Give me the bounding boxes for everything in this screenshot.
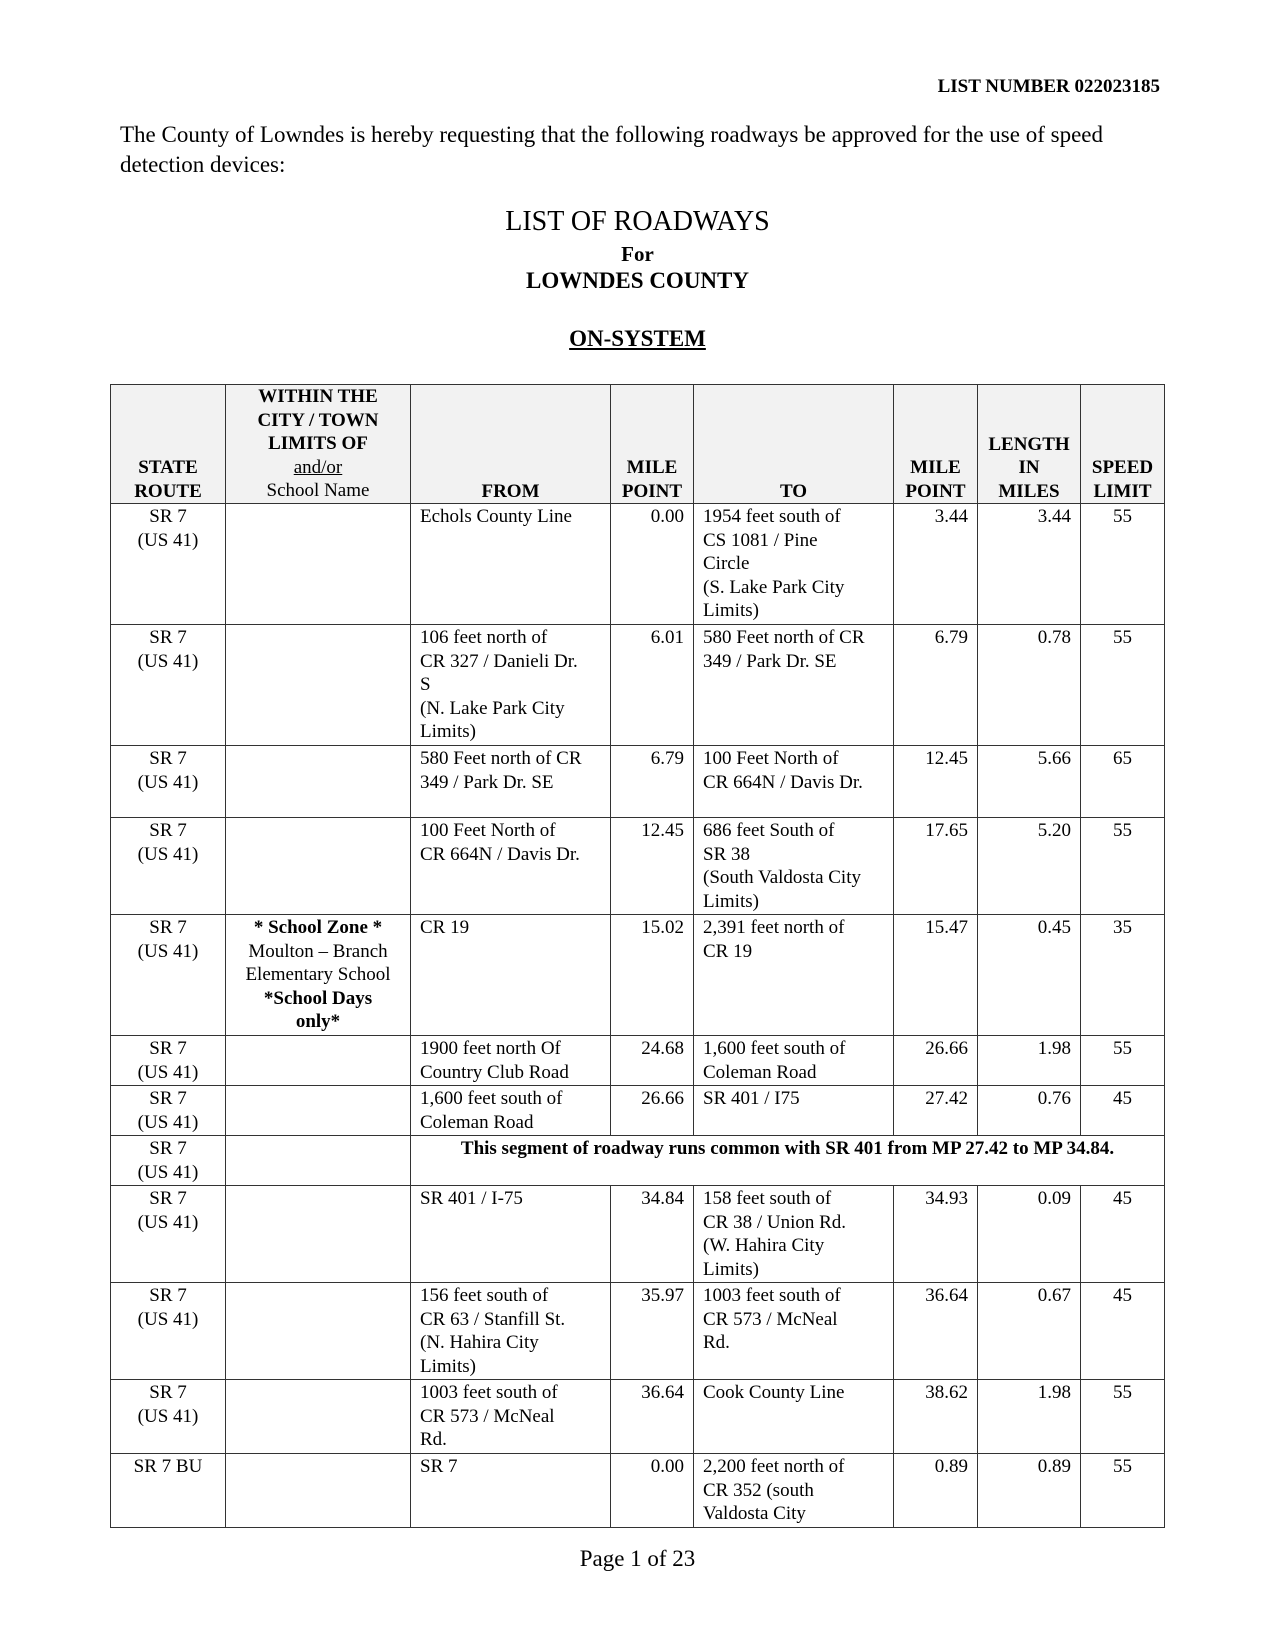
to-cell (694, 625, 894, 746)
cell-line: 1,600 feet south of (420, 1088, 563, 1109)
cell-line: 580 Feet north of CR (703, 627, 865, 648)
cell-line: Limits) (420, 1355, 476, 1377)
length-cell: 5.20 (978, 818, 1081, 915)
length-cell: 0.78 (978, 625, 1081, 746)
to-cell (694, 1283, 894, 1380)
mile-point-from-cell: 0.00 (611, 1454, 694, 1528)
mile-point-to-cell: 3.44 (894, 504, 978, 625)
table-row (111, 818, 1165, 915)
state-route-cell (111, 504, 226, 625)
cell-line: 580 Feet north of CR (420, 748, 582, 769)
cell-line: 1003 feet south of (420, 1382, 558, 1403)
mile-point-to-cell: 0.89 (894, 1454, 978, 1528)
to-cell (694, 504, 894, 625)
cell-line: SR 7 (420, 1456, 458, 1477)
table-row (111, 1186, 1165, 1283)
cell-line: SR 7 (149, 1138, 187, 1159)
cell-line: (US 41) (137, 940, 199, 962)
cell-line: (US 41) (137, 1061, 199, 1083)
speed-limit-cell: 55 (1081, 1454, 1165, 1528)
cell-line: (US 41) (137, 529, 199, 551)
cell-line: (US 41) (137, 1111, 199, 1133)
header-mile-point-from: MILE POINT (611, 385, 694, 504)
mile-point-to-cell: 36.64 (894, 1283, 978, 1380)
within-limits-cell (226, 1454, 411, 1528)
cell-line: 1,600 feet south of (703, 1038, 846, 1059)
to-cell (694, 1086, 894, 1136)
table-row (111, 1283, 1165, 1380)
cell-line: Valdosta City (703, 1503, 806, 1524)
state-route-cell (111, 625, 226, 746)
state-route-cell (111, 746, 226, 818)
to-cell (694, 1454, 894, 1528)
cell-line: Coleman Road (703, 1061, 817, 1083)
cell-line: Limits) (703, 1258, 759, 1280)
table-row (111, 1136, 1165, 1186)
table-row (111, 1380, 1165, 1454)
cell-line: 349 / Park Dr. SE (420, 771, 554, 793)
section-heading: ON-SYSTEM (569, 326, 706, 351)
mile-point-to-cell: 38.62 (894, 1380, 978, 1454)
header-to: TO (694, 385, 894, 504)
from-cell (411, 625, 611, 746)
to-cell (694, 915, 894, 1036)
mile-point-from-cell: 15.02 (611, 915, 694, 1036)
cell-line: Limits) (703, 600, 759, 621)
speed-limit-cell: 65 (1081, 746, 1165, 818)
table-row (111, 915, 1165, 1036)
length-cell: 5.66 (978, 746, 1081, 818)
cell-line: Elementary School (245, 964, 391, 985)
document-title: LIST OF ROADWAYS (505, 206, 770, 237)
cell-line: 158 feet south of (703, 1188, 832, 1209)
cell-line: CR 327 / Danieli Dr. (420, 650, 578, 672)
cell-line: 100 Feet North of (420, 820, 556, 841)
to-cell (694, 746, 894, 818)
mile-point-to-cell: 26.66 (894, 1036, 978, 1086)
speed-limit-cell: 55 (1081, 818, 1165, 915)
speed-limit-cell: 55 (1081, 1036, 1165, 1086)
cell-line: Cook County Line (703, 1382, 845, 1403)
speed-limit-cell: 35 (1081, 915, 1165, 1036)
cell-line: (South Valdosta City (703, 867, 861, 888)
state-route-cell (111, 1283, 226, 1380)
cell-line: (US 41) (137, 1405, 199, 1427)
mile-point-from-cell: 6.79 (611, 746, 694, 818)
cell-line: CR 38 / Union Rd. (703, 1211, 847, 1233)
mile-point-to-cell: 17.65 (894, 818, 978, 915)
cell-line: (US 41) (137, 1211, 199, 1233)
within-limits-cell (226, 818, 411, 915)
header-speed: SPEED LIMIT (1081, 385, 1165, 504)
cell-line: Coleman Road (420, 1111, 534, 1133)
from-cell (411, 1186, 611, 1283)
header-row (111, 385, 1165, 504)
cell-line: SR 7 (149, 1188, 187, 1209)
state-route-cell (111, 1454, 226, 1528)
cell-line: (US 41) (137, 1161, 199, 1183)
cell-line: CS 1081 / Pine (703, 529, 818, 551)
cell-line: CR 63 / Stanfill St. (420, 1308, 566, 1330)
within-limits-cell (226, 1036, 411, 1086)
cell-line: Rd. (420, 1429, 447, 1450)
cell-line: 2,391 feet north of (703, 917, 845, 938)
state-route-cell (111, 818, 226, 915)
segment-note-cell: This segment of roadway runs common with SR 401 from MP 27.42 to MP 34.84. (411, 1136, 1165, 1186)
cell-line: SR 7 (149, 748, 187, 769)
state-route-cell (111, 915, 226, 1036)
cell-line: 1003 feet south of (703, 1285, 841, 1306)
speed-limit-cell: 55 (1081, 504, 1165, 625)
mile-point-to-cell: 27.42 (894, 1086, 978, 1136)
length-cell: 3.44 (978, 504, 1081, 625)
cell-line: CR 19 (703, 940, 753, 962)
length-cell: 0.89 (978, 1454, 1081, 1528)
cell-line: (N. Hahira City (420, 1332, 539, 1353)
cell-line: SR 7 (149, 1088, 187, 1109)
mile-point-from-cell: 26.66 (611, 1086, 694, 1136)
header-mile-point-to: MILE POINT (894, 385, 978, 504)
to-cell (694, 1036, 894, 1086)
within-limits-cell (226, 625, 411, 746)
cell-line: 1900 feet north Of (420, 1038, 561, 1059)
state-route-cell (111, 1136, 226, 1186)
to-cell (694, 1380, 894, 1454)
from-cell (411, 915, 611, 1036)
cell-line: (US 41) (137, 1308, 199, 1330)
cell-line: Echols County Line (420, 506, 572, 527)
cell-line: SR 7 (149, 820, 187, 841)
within-limits-cell (226, 746, 411, 818)
cell-line: SR 7 (149, 1285, 187, 1306)
table-row (111, 1454, 1165, 1528)
from-cell (411, 504, 611, 625)
within-limits-cell (226, 1136, 411, 1186)
state-route-cell (111, 1086, 226, 1136)
cell-line: Limits) (703, 890, 759, 912)
length-cell: 1.98 (978, 1380, 1081, 1454)
cell-line: S (420, 674, 431, 695)
from-cell (411, 818, 611, 915)
cell-line: SR 401 / I75 (703, 1088, 800, 1109)
cell-line: SR 7 BU (133, 1456, 203, 1477)
cell-line: Moulton – Branch (248, 940, 388, 962)
cell-line: (US 41) (137, 771, 199, 793)
cell-line: * School Zone * (253, 917, 383, 938)
length-cell: 0.76 (978, 1086, 1081, 1136)
cell-line: CR 573 / McNeal (703, 1308, 838, 1330)
cell-line: SR 38 (703, 843, 750, 865)
cell-line: CR 573 / McNeal (420, 1405, 555, 1427)
from-cell (411, 1036, 611, 1086)
roadways-table (110, 384, 1165, 1528)
speed-limit-cell: 45 (1081, 1086, 1165, 1136)
mile-point-to-cell: 12.45 (894, 746, 978, 818)
table-row (111, 1036, 1165, 1086)
cell-line: (N. Lake Park City (420, 697, 565, 719)
state-route-cell (111, 1036, 226, 1086)
cell-line: SR 7 (149, 917, 187, 938)
mile-point-from-cell: 36.64 (611, 1380, 694, 1454)
speed-limit-cell: 45 (1081, 1186, 1165, 1283)
from-cell (411, 1086, 611, 1136)
cell-line: 1954 feet south of (703, 506, 841, 527)
within-limits-cell (226, 1086, 411, 1136)
within-limits-cell (226, 1380, 411, 1454)
length-cell: 0.09 (978, 1186, 1081, 1283)
mile-point-to-cell: 6.79 (894, 625, 978, 746)
from-cell (411, 1454, 611, 1528)
from-cell (411, 746, 611, 818)
state-route-cell (111, 1380, 226, 1454)
header-from: FROM (411, 385, 611, 504)
length-cell: 0.67 (978, 1283, 1081, 1380)
county-name: LOWNDES COUNTY (525, 268, 749, 293)
cell-line: only* (295, 1011, 341, 1032)
cell-line: 100 Feet North of (703, 748, 839, 769)
cell-line: SR 7 (149, 1382, 187, 1403)
to-cell (694, 1186, 894, 1283)
mile-point-from-cell: 0.00 (611, 504, 694, 625)
within-limits-cell (226, 915, 411, 1036)
cell-line: CR 19 (420, 917, 470, 938)
mile-point-to-cell: 15.47 (894, 915, 978, 1036)
cell-line: (US 41) (137, 843, 199, 865)
cell-line: SR 7 (149, 627, 187, 648)
cell-line: 106 feet north of (420, 627, 548, 648)
cell-line: 686 feet South of (703, 820, 835, 841)
mile-point-from-cell: 35.97 (611, 1283, 694, 1380)
header-within: WITHIN THE CITY / TOWN LIMITS OF and/or School Name (226, 385, 411, 504)
within-limits-cell (226, 504, 411, 625)
cell-line: Circle (703, 553, 750, 574)
speed-limit-cell: 55 (1081, 1380, 1165, 1454)
length-cell: 0.45 (978, 915, 1081, 1036)
to-cell (694, 818, 894, 915)
within-limits-cell (226, 1186, 411, 1283)
cell-line: (W. Hahira City (703, 1235, 825, 1256)
length-cell: 1.98 (978, 1036, 1081, 1086)
cell-line: SR 7 (149, 1038, 187, 1059)
cell-line: Country Club Road (420, 1061, 569, 1083)
cell-line: CR 352 (south (703, 1479, 814, 1501)
cell-line: 156 feet south of (420, 1285, 549, 1306)
intro-paragraph: The County of Lowndes is hereby requesting that the following roadways be approved for the use of speed detection devices: (120, 122, 1103, 177)
table-row (111, 1086, 1165, 1136)
table-row (111, 625, 1165, 746)
header-state-route: STATE ROUTE (111, 385, 226, 504)
mile-point-from-cell: 24.68 (611, 1036, 694, 1086)
mile-point-from-cell: 6.01 (611, 625, 694, 746)
speed-limit-cell: 55 (1081, 625, 1165, 746)
cell-line: SR 7 (149, 506, 187, 527)
cell-line: SR 401 / I-75 (420, 1188, 523, 1209)
state-route-cell (111, 1186, 226, 1283)
list-number: LIST NUMBER 022023185 (937, 76, 1160, 97)
mile-point-from-cell: 12.45 (611, 818, 694, 915)
cell-line: 2,200 feet north of (703, 1456, 845, 1477)
from-cell (411, 1283, 611, 1380)
speed-limit-cell: 45 (1081, 1283, 1165, 1380)
mile-point-to-cell: 34.93 (894, 1186, 978, 1283)
table-row (111, 504, 1165, 625)
cell-line: (US 41) (137, 650, 199, 672)
page-number: Page 1 of 23 (579, 1546, 696, 1571)
within-limits-cell (226, 1283, 411, 1380)
cell-line: CR 664N / Davis Dr. (703, 771, 863, 793)
cell-line: (S. Lake Park City (703, 576, 845, 598)
cell-line: *School Days (263, 987, 373, 1009)
cell-line: CR 664N / Davis Dr. (420, 843, 580, 865)
cell-line: 349 / Park Dr. SE (703, 650, 837, 672)
title-for: For (621, 242, 654, 266)
cell-line: Rd. (703, 1332, 730, 1353)
table-row (111, 746, 1165, 818)
mile-point-from-cell: 34.84 (611, 1186, 694, 1283)
header-length: LENGTH IN MILES (978, 385, 1081, 504)
from-cell (411, 1380, 611, 1454)
cell-line: Limits) (420, 721, 476, 742)
